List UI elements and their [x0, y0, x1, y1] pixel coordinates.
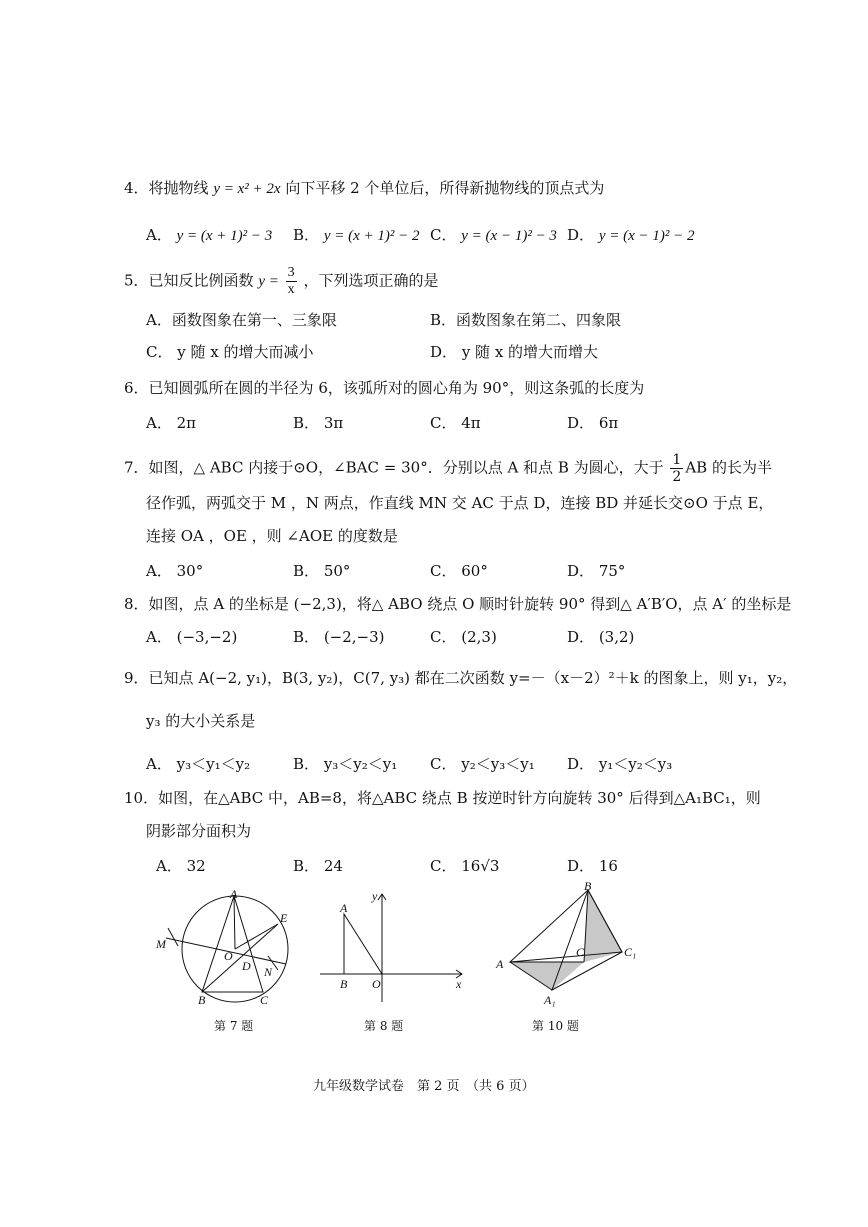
q5-option-c[interactable]: C． y 随 x 的增大而减小: [146, 343, 314, 361]
label-o: O: [372, 977, 381, 991]
q8-option-a[interactable]: A． (−3,−2): [146, 628, 238, 646]
q7-option-d[interactable]: D． 75°: [567, 562, 626, 580]
label-c1: C₁: [624, 945, 637, 959]
question-7-stem-line2: 径作弧，两弧交于 M ，N 两点，作直线 MN 交 AC 于点 D，连接 BD 并延长交⊙O 于点 E，: [146, 494, 774, 512]
triangle-abo: [344, 914, 382, 974]
q4-option-c[interactable]: C． y = (x − 1)² − 3: [430, 226, 557, 244]
label-e: E: [280, 911, 288, 925]
fraction-3-over-x: $\frac{3}{x}$: [287, 265, 295, 297]
q6-option-c[interactable]: C． 4π: [430, 414, 481, 432]
q10-option-c[interactable]: C． 16√3: [430, 857, 500, 875]
label-y: y: [372, 889, 378, 903]
label-b: B: [340, 977, 348, 991]
triangle-abc: [202, 896, 263, 992]
q8-option-c[interactable]: C． (2,3): [430, 628, 497, 646]
q8-option-b[interactable]: B． (−2,−3): [293, 628, 385, 646]
question-9-stem-line2: y₃ 的大小关系是: [146, 712, 256, 730]
shaded-region-right: [584, 890, 622, 962]
q10-option-b[interactable]: B． 24: [293, 857, 343, 875]
q6-option-b[interactable]: B． 3π: [293, 414, 344, 432]
figure-10-rotation-diagram: [490, 880, 650, 1008]
q5-option-d[interactable]: D． y 随 x 的增大而增大: [430, 343, 599, 361]
label-n: N: [264, 965, 273, 979]
q10-option-a[interactable]: A． 32: [156, 857, 206, 875]
q9-option-c[interactable]: C． y₂＜y₃＜y₁: [430, 755, 535, 773]
q5-option-a[interactable]: A．函数图象在第一、三象限: [146, 311, 337, 329]
question-7-stem-line3: 连接 OA ，OE ，则 ∠AOE 的度数是: [146, 527, 398, 545]
label-b: B: [198, 993, 206, 1007]
label-m: M: [156, 937, 166, 951]
label-c: C: [576, 945, 585, 959]
segment-oe: [235, 924, 278, 949]
q4-option-b[interactable]: B． y = (x + 1)² − 2: [293, 226, 420, 244]
fraction-1-over-2: $\frac{1}{2}$: [672, 452, 682, 485]
arc-mark-m: [168, 928, 178, 946]
label-a1: A₁: [544, 993, 556, 1007]
label-b: B: [584, 880, 592, 893]
question-6-stem: 6．已知圆弧所在圆的半径为 6，该弧所对的圆心角为 90°，则这条弧的长度为: [124, 379, 645, 397]
label-a: A: [496, 957, 504, 971]
q7-option-b[interactable]: B． 50°: [293, 562, 351, 580]
q7-option-a[interactable]: A． 30°: [146, 562, 204, 580]
question-4-stem: 4．将抛物线 y = x² + 2x 向下平移 2 个单位后，所得新抛物线的顶点式为: [124, 179, 605, 197]
q9-option-a[interactable]: A． y₃＜y₁＜y₂: [146, 755, 251, 773]
question-8-stem: 8．如图，点 A 的坐标是 (−2,3)，将△ ABO 绕点 O 顺时针旋转 90° 得到△ A′B′O，点 A′ 的坐标是: [124, 595, 792, 613]
q9-option-b[interactable]: B． y₃＜y₂＜y₁: [293, 755, 398, 773]
q9-option-d[interactable]: D． y₁＜y₂＜y₃: [567, 755, 673, 773]
q6-option-a[interactable]: A． 2π: [146, 414, 197, 432]
q8-option-d[interactable]: D． (3,2): [567, 628, 635, 646]
question-10-stem-line2: 阴影部分面积为: [146, 822, 252, 840]
figure-7-caption: 第 7 题: [214, 1019, 254, 1033]
segment-oa: [234, 896, 235, 949]
q4-option-d[interactable]: D． y = (x − 1)² − 2: [567, 226, 695, 244]
label-c: C: [260, 993, 269, 1007]
page-footer: 九年级数学试卷 第 2 页 （共 6 页）: [313, 1079, 535, 1094]
question-5-stem: 5．已知反比例函数 y = $\frac{3}{x}$ ，下列选项正确的是: [124, 265, 439, 297]
figure-8-coordinate-diagram: [316, 888, 466, 1004]
question-10-stem-line1: 10．如图，在△ABC 中，AB=8，将△ABC 绕点 B 按逆时针方向旋转 30° 后得到△A₁BC₁，则: [124, 789, 761, 807]
question-7-stem-line1: 7．如图，△ ABC 内接于⊙O，∠BAC = 30°．分别以点 A 和点 B 为圆心，大于 $\frac{1}{2}$ AB 的长为半: [124, 452, 772, 485]
label-a: A: [230, 887, 238, 901]
q4-option-a[interactable]: A． y = (x + 1)² − 3: [146, 226, 273, 244]
figure-10-caption: 第 10 题: [532, 1019, 579, 1033]
figure-7-circle-diagram: [150, 886, 300, 1010]
q10-option-d[interactable]: D． 16: [567, 857, 618, 875]
label-d: D: [242, 959, 251, 973]
figure-8-caption: 第 8 题: [364, 1019, 404, 1033]
label-a: A: [340, 901, 348, 915]
question-9-stem-line1: 9．已知点 A(−2, y₁)，B(3, y₂)，C(7, y₃) 都在二次函数 y=－（x－2）²＋k 的图象上，则 y₁，y₂，: [124, 669, 798, 687]
q6-option-d[interactable]: D． 6π: [567, 414, 619, 432]
label-o: O: [224, 949, 233, 963]
q7-option-c[interactable]: C． 60°: [430, 562, 488, 580]
q5-option-b[interactable]: B．函数图象在第二、四象限: [430, 311, 622, 329]
label-x: x: [456, 977, 462, 991]
shaded-region-bottom: [510, 962, 584, 990]
